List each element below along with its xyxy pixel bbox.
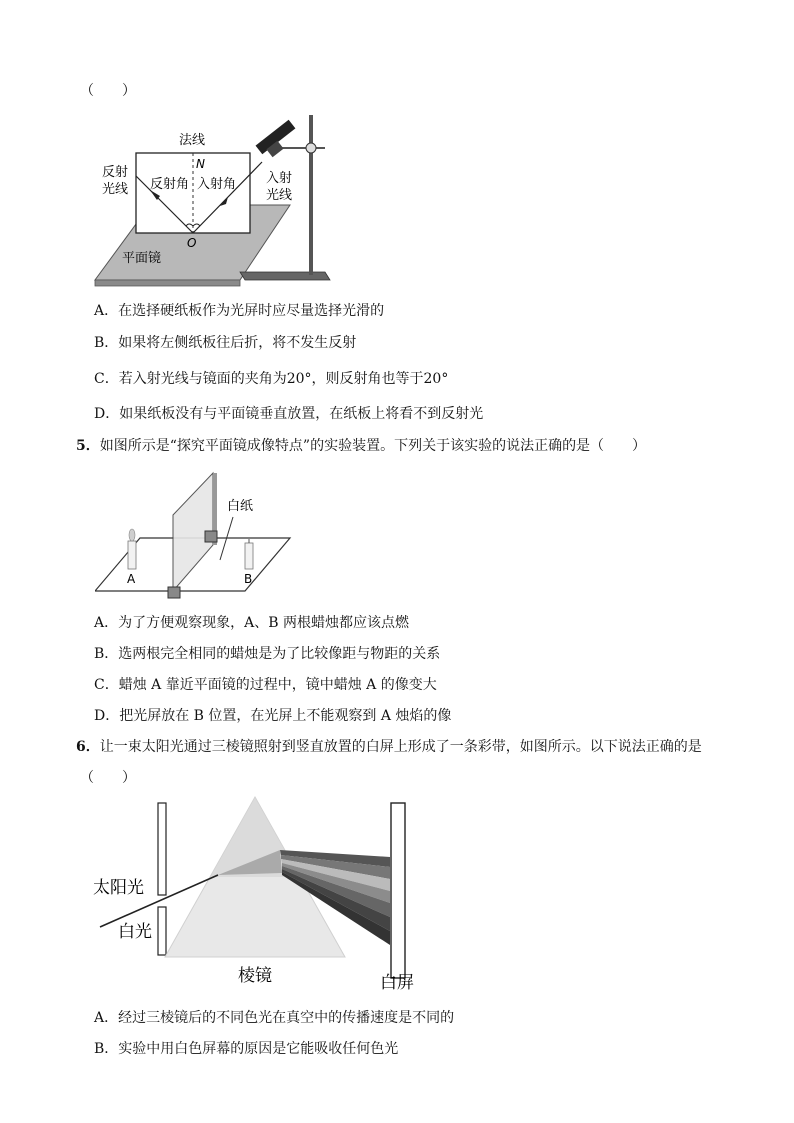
q4-option-a: A．在选择硬纸板作为光屏时应尽量选择光滑的	[94, 303, 385, 319]
incidence-angle-label: 入射角	[197, 177, 237, 192]
prism-dispersion-figure	[90, 795, 430, 995]
incident-ray-label-1: 入射	[266, 171, 293, 186]
q6-number: 6．	[76, 739, 100, 755]
reflected-ray-label-1: 反射	[102, 165, 129, 180]
q5-option-c: C．蜡烛 A 靠近平面镜的过程中，镜中蜡烛 A 的像变大	[94, 677, 437, 693]
q4-option-b: B．如果将左侧纸板往后折，将不发生反射	[94, 335, 357, 351]
clip-top	[205, 531, 217, 542]
candle-a-label: A	[127, 572, 136, 586]
q6-blank-paren: （ ）	[80, 770, 136, 786]
q5-stem	[76, 437, 646, 455]
white-light-label: 白光	[118, 922, 152, 942]
candle-a	[128, 529, 136, 569]
sunlight-label: 太阳光	[93, 878, 144, 898]
prism-label: 棱镜	[238, 966, 272, 986]
q5-text: 如图所示是“探究平面镜成像特点”的实验装置。下列关于该实验的说法正确的是（ ）	[99, 438, 647, 454]
candle-b-label: B	[244, 572, 253, 586]
q4-option-d: D．如果纸板没有与平面镜垂直放置，在纸板上将看不到反射光	[94, 406, 484, 422]
stand-base	[240, 272, 330, 280]
n-point-label: N	[196, 157, 205, 171]
clip-bottom	[168, 587, 180, 598]
slit-panel-bottom	[158, 907, 166, 955]
incident-ray-label-2: 光线	[266, 188, 293, 203]
q5-option-d: D．把光屏放在 B 位置，在光屏上不能观察到 A 烛焰的像	[94, 708, 452, 724]
o-point-label: O	[187, 236, 197, 250]
q4-option-c: C．若入射光线与镜面的夹角为20°，则反射角也等于20°	[94, 371, 449, 387]
q5-option-a: A．为了方便观察现象，A、B 两根蜡烛都应该点燃	[94, 615, 409, 631]
q6-stem	[76, 738, 702, 756]
q6-option-b: B．实验中用白色屏幕的原因是它能吸收任何色光	[94, 1041, 399, 1057]
white-paper-label: 白纸	[227, 499, 254, 514]
white-screen-label: 白屏	[380, 973, 414, 993]
reflection-experiment-figure	[90, 110, 340, 290]
normal-label: 法线	[179, 133, 206, 148]
candle-b	[245, 539, 253, 569]
laser-pointer	[256, 120, 296, 158]
q5-number: 5．	[76, 438, 100, 454]
reflection-angle-label: 反射角	[150, 177, 190, 192]
q5-option-b: B．选两根完全相同的蜡烛是为了比较像距与物距的关系	[94, 646, 441, 662]
slit-panel-top	[158, 803, 166, 895]
mirror-label: 平面镜	[122, 251, 162, 266]
white-screen	[391, 803, 405, 978]
plane-mirror-imaging-figure	[95, 465, 295, 600]
reflected-ray-label-2: 光线	[102, 182, 129, 197]
stand-rod	[309, 115, 313, 275]
q6-option-a: A．经过三棱镜后的不同色光在真空中的传播速度是不同的	[94, 1010, 455, 1026]
q6-text: 让一束太阳光通过三棱镜照射到竖直放置的白屏上形成了一条彩带，如图所示。以下说法正确的是	[99, 739, 702, 755]
question-blank-paren: （ ）	[80, 83, 136, 99]
